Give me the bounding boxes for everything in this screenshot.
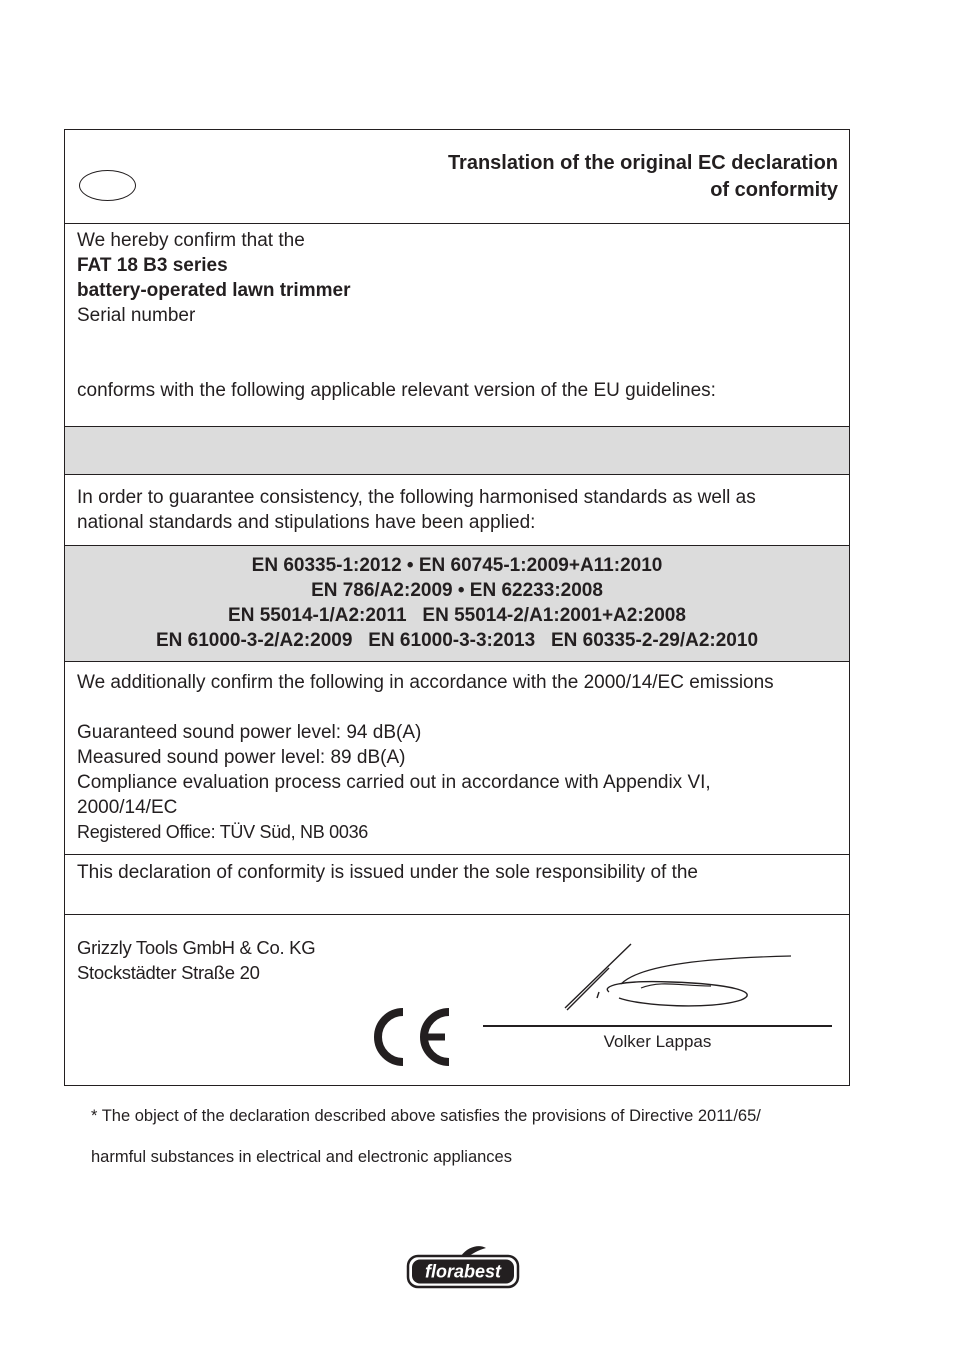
product-name: battery-operated lawn trimmer bbox=[77, 280, 351, 301]
footnote-line-2: harmful substances in electrical and electronic appliances bbox=[91, 1148, 512, 1166]
registered-office: Registered Office: TÜV Süd, NB 0036 bbox=[77, 822, 368, 842]
footnote-line-1: * The object of the declaration described above satisfies the provisions of Directive 2011/65/ bbox=[91, 1107, 761, 1125]
responsibility-section bbox=[65, 854, 849, 914]
country-code-oval bbox=[79, 170, 136, 201]
emissions-section bbox=[65, 661, 849, 854]
title-line-2: of conformity bbox=[710, 179, 838, 201]
company-name: Grizzly Tools GmbH & Co. KG bbox=[77, 937, 316, 958]
emissions-intro: We additionally confirm the following in accordance with the 2000/14/EC emissions bbox=[77, 672, 774, 693]
standard-line: EN 61000-3-2/A2:2009 EN 61000-3-3:2013 EN 60335-2-29/A2:2010 bbox=[155, 630, 759, 651]
signature-line bbox=[483, 1025, 832, 1027]
florabest-logo bbox=[406, 1244, 520, 1290]
responsibility-statement: This declaration of conformity is issued under the sole responsibility of the bbox=[77, 862, 698, 883]
signer-name: Volker Lappas bbox=[603, 1032, 712, 1051]
standards-intro bbox=[65, 474, 849, 545]
product-model: FAT 18 B3 series bbox=[77, 255, 228, 276]
title-line-1: Translation of the original EC declaration bbox=[447, 152, 838, 174]
measured-sound-level: Measured sound power level: 89 dB(A) bbox=[77, 747, 406, 768]
standard-line: EN 60335-1:2012 • EN 60745-1:2009+A11:2010 bbox=[251, 555, 663, 576]
evaluation-line-1: Compliance evaluation process carried out in accordance with Appendix VI, bbox=[77, 772, 711, 793]
intro-text: We hereby confirm that the bbox=[77, 230, 305, 251]
product-section bbox=[65, 223, 849, 426]
serial-number-label: Serial number bbox=[77, 305, 196, 326]
ce-mark bbox=[371, 1006, 455, 1068]
standards-list bbox=[65, 545, 849, 661]
standards-intro-line-1: In order to guarantee consistency, the following harmonised standards as well as bbox=[77, 487, 756, 508]
declaration-frame bbox=[64, 129, 850, 1086]
guaranteed-sound-level: Guaranteed sound power level: 94 dB(A) bbox=[77, 722, 422, 743]
standard-line: EN 786/A2:2009 • EN 62233:2008 bbox=[311, 580, 603, 601]
handwritten-signature bbox=[561, 940, 793, 1012]
evaluation-line-2: 2000/14/EC bbox=[77, 797, 178, 818]
company-street: Stockstädter Straße 20 bbox=[77, 962, 260, 983]
standard-line: EN 55014-1/A2:2011 EN 55014-2/A1:2001+A2:2008 bbox=[228, 605, 686, 626]
brand-name: florabest bbox=[424, 1261, 502, 1282]
page-title bbox=[448, 150, 838, 204]
standards-intro-line-2: national standards and stipulations have been applied: bbox=[77, 512, 536, 533]
directives-box bbox=[65, 426, 849, 474]
conformity-statement: conforms with the following applicable relevant version of the EU guidelines: bbox=[77, 380, 716, 401]
